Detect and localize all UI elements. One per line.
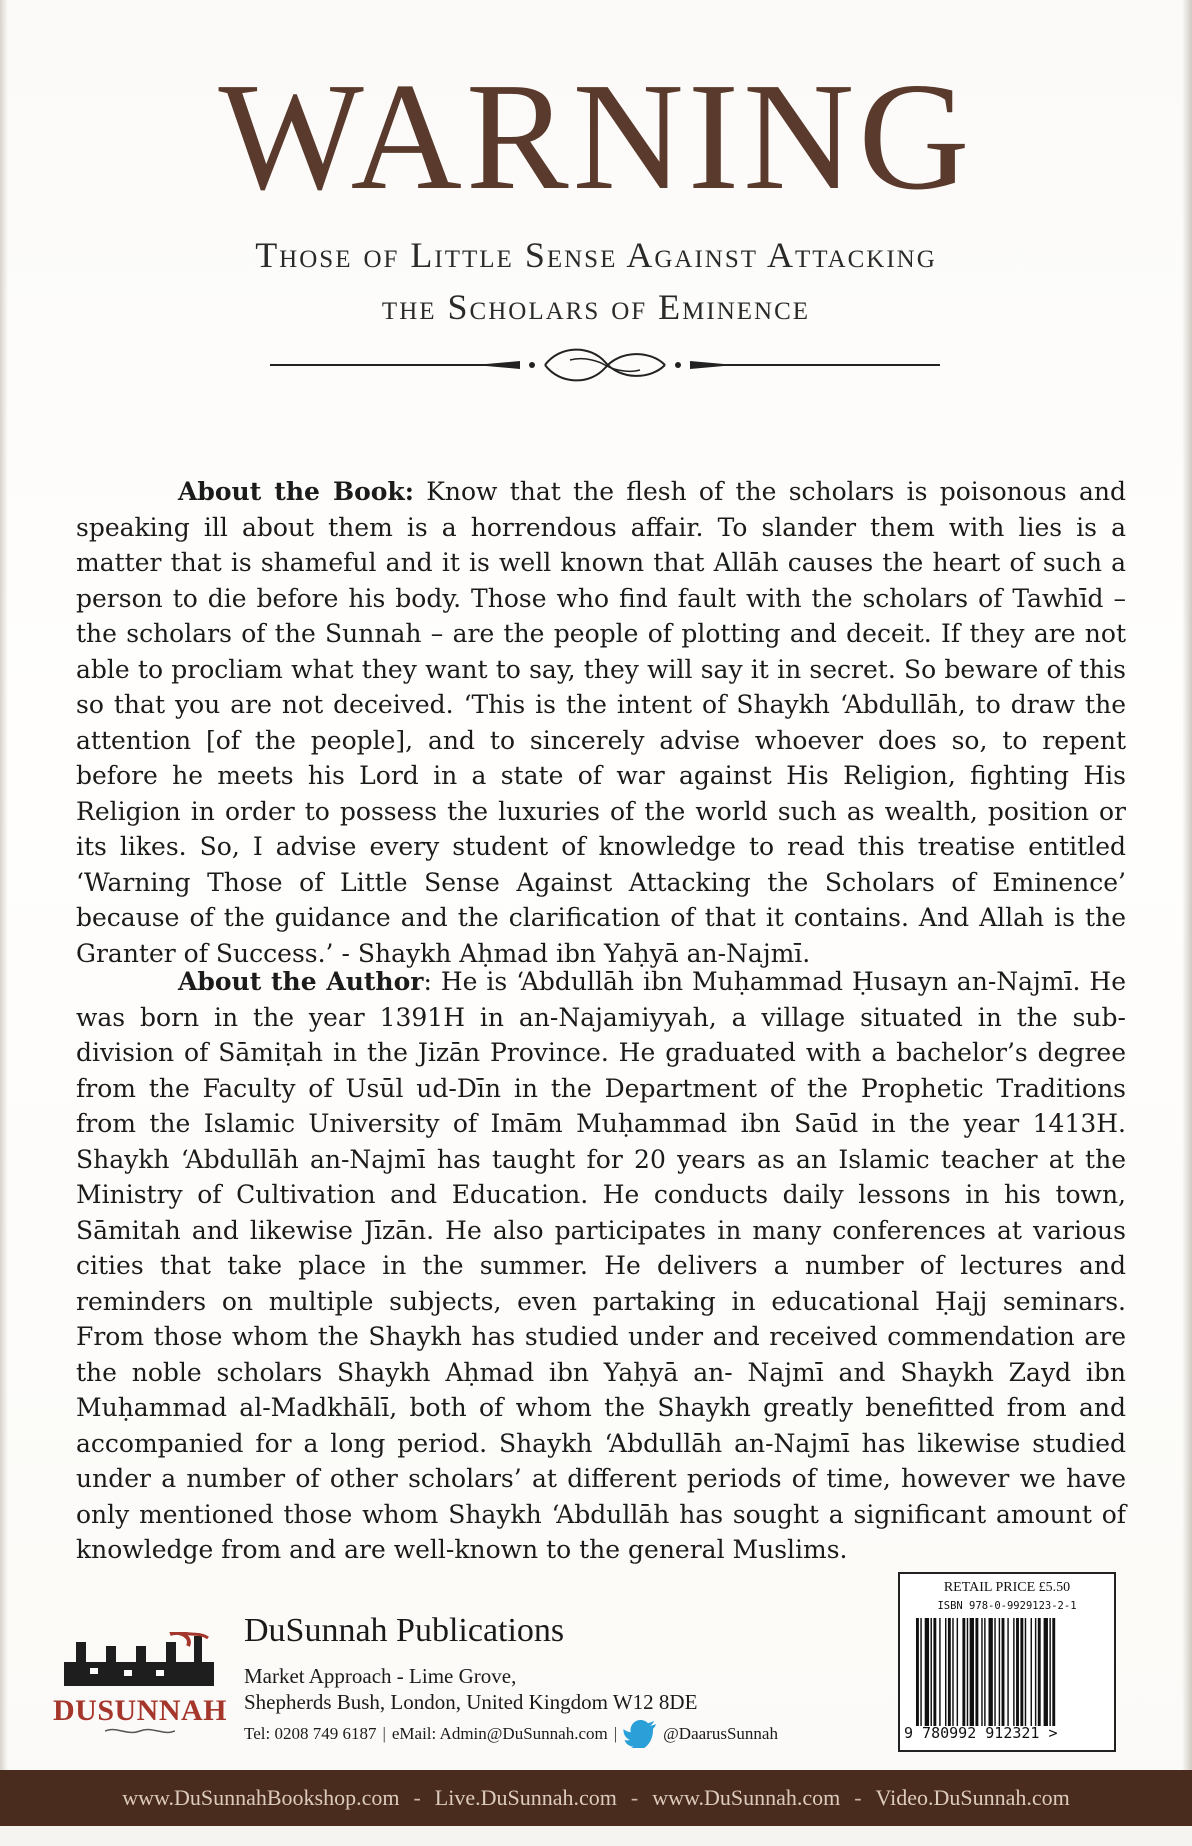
barcode-bar xyxy=(1044,1618,1048,1726)
publisher-email: eMail: Admin@DuSunnah.com xyxy=(391,1724,608,1743)
barcode-bar xyxy=(962,1618,965,1726)
about-book-paragraph xyxy=(76,474,1126,971)
barcode-bar xyxy=(999,1618,1000,1726)
about-author-paragraph xyxy=(76,964,1126,1568)
publisher-name: DuSunnah Publications xyxy=(244,1612,565,1649)
logo-wordmark: DUSUNNAH xyxy=(52,1694,227,1727)
publisher-address-line-1: Market Approach - Lime Grove, xyxy=(244,1664,517,1688)
price-barcode-box xyxy=(898,1572,1116,1752)
footer-link-main-site[interactable]: www.DuSunnah.com xyxy=(652,1785,841,1810)
barcode-bar xyxy=(916,1618,919,1726)
barcode-bar xyxy=(1049,1618,1050,1726)
publisher-address-line-2: Shepherds Bush, London, United Kingdom W12 8DE xyxy=(244,1690,698,1714)
footer-bar xyxy=(0,1770,1192,1826)
arabic-calligraphy-logo xyxy=(60,1632,220,1692)
footer-separator: - xyxy=(854,1785,862,1810)
barcode-icon xyxy=(914,1618,1102,1726)
ornamental-flourish-icon xyxy=(270,340,940,390)
about-author-heading: About the Author xyxy=(178,967,424,996)
logo-flourish-icon xyxy=(105,1726,175,1736)
barcode-bar xyxy=(1031,1618,1032,1726)
bottom-edge xyxy=(0,1826,1192,1846)
barcode-bar xyxy=(1013,1618,1014,1726)
barcode-bar xyxy=(1025,1618,1026,1726)
about-book-text: Know that the flesh of the scholars is poisonous and speaking ill about them is a horrendous affair. To slander them with lies is a matter that is shameful and it is well known that Allāh causes the heart of such a person to die before his body. Those who find fault with the scholars of Tawhīd – the scholars of the Sunnah – are the people of plotting and deceit. If they are not able to procliam what they want to say, they will say it in secret. So beware of this so that you are not deceived. ‘This is the intent of Shaykh ‘Abdullāh, to draw the attention [of the people], and to sincerely advise whoever does so, to repent before he meets his Lord in a state of war against His Religion, fighting His Religion in order to possess the luxuries of the world such as wealth, position or its likes. So, I advise every student of knowledge to read this treatise entitled ‘Warning Those of Little Sense Against Attacking the Scholars of Eminence’ because of the guidance and the clarification of that it contains. And Allah is the Granter of Success.’ - Shaykh Aḥmad ibn Yaḥyā an-Najmī. xyxy=(76,477,1126,968)
retail-price: RETAIL PRICE £5.50 xyxy=(943,1580,1071,1595)
footer-separator: - xyxy=(630,1785,639,1810)
barcode-bar xyxy=(994,1618,995,1726)
footer-link-bookshop[interactable]: www.DuSunnahBookshop.com xyxy=(122,1785,400,1810)
footer-links xyxy=(0,1770,1192,1826)
footer-link-video[interactable]: Video.DuSunnah.com xyxy=(875,1785,1070,1810)
barcode-bar xyxy=(948,1618,951,1726)
barcode-bar xyxy=(933,1618,936,1726)
barcode-bar xyxy=(989,1618,993,1726)
footer-link-live[interactable]: Live.DuSunnah.com xyxy=(434,1785,617,1810)
contact-separator: | xyxy=(382,1724,386,1743)
barcode-bar xyxy=(952,1618,953,1726)
barcode-bar xyxy=(920,1618,921,1726)
footer-separator: - xyxy=(413,1785,421,1810)
barcode-bar xyxy=(1052,1618,1055,1726)
barcode-bar xyxy=(984,1618,985,1726)
barcode-bar xyxy=(981,1618,982,1726)
barcode-bar xyxy=(970,1618,974,1726)
isbn-number: ISBN 978-0-9929123-2-1 xyxy=(937,1600,1077,1612)
barcode-bar xyxy=(1002,1618,1005,1726)
barcode-bar xyxy=(1020,1618,1023,1726)
about-book-heading: About the Book: xyxy=(178,477,414,506)
barcode-bar xyxy=(939,1618,940,1726)
barcode-bar xyxy=(975,1618,978,1726)
subtitle-line-2: the Scholars of Eminence xyxy=(381,287,811,327)
publisher-tel: Tel: 0208 749 6187 xyxy=(244,1724,377,1743)
publisher-twitter-handle: @DaarusSunnah xyxy=(663,1724,778,1743)
barcode-digits: 9 780992 912321 > xyxy=(904,1724,1058,1742)
barcode-bar xyxy=(1035,1618,1036,1726)
book-title: WARNING xyxy=(218,52,974,222)
publisher-contact xyxy=(244,1720,778,1748)
barcode-bar xyxy=(1038,1618,1041,1726)
barcode-bar xyxy=(931,1618,932,1726)
barcode-bar xyxy=(945,1618,946,1726)
contact-separator: | xyxy=(613,1724,618,1743)
barcode-bar xyxy=(967,1618,968,1726)
cover-edge-right xyxy=(1182,0,1192,1846)
twitter-bird-icon xyxy=(623,1720,657,1748)
subtitle-line-1: Those of Little Sense Against Attacking xyxy=(255,235,937,275)
barcode-bar xyxy=(1007,1618,1008,1726)
dusunnah-logo-icon xyxy=(50,1602,230,1736)
barcode-bar xyxy=(1016,1618,1019,1726)
barcode-bar xyxy=(925,1618,929,1726)
about-author-text: : He is ‘Abdullāh ibn Muḥammad Ḥusayn an-Najmī. He was born in the year 1391H in an-Najamiyyah, a village situated in the sub-division of Sāmiṭah in the Jizān Province. He graduated with a bachelor’s degree from the Faculty of Usūl ud-Dīn in the Department of the Prophetic Traditions from the Islamic University of Imām Muḥammad ibn Saūd in the year 1413H. Shaykh ‘Abdullāh an-Najmī has taught for 20 years as an Islamic teacher at the Ministry of Cultivation and Education. He conducts daily lessons in his town, Sāmitah and likewise Jīzān. He also participates in many conferences at various cities that take place in the summer. He delivers a number of lectures and reminders on multiple subjects, even partaking in educational Ḥajj seminars. From those whom the Shaykh has studied under and received commendation are the noble scholars Shaykh Aḥmad ibn Yaḥyā an- Najmī and Shaykh Zayd ibn Muḥammad al-Madkhālī, both of whom the Shaykh greatly benefitted from and accompanied for a long period. Shaykh ‘Abdullāh an-Najmī has likewise studied under a number of other scholars’ at different periods of time, however we have only mentioned those whom Shaykh ‘Abdullāh has sought a significant amount of knowledge from and are well-known to the general Muslims. xyxy=(76,967,1126,1564)
cover-edge-left xyxy=(0,0,8,1846)
barcode-bar xyxy=(957,1618,958,1726)
